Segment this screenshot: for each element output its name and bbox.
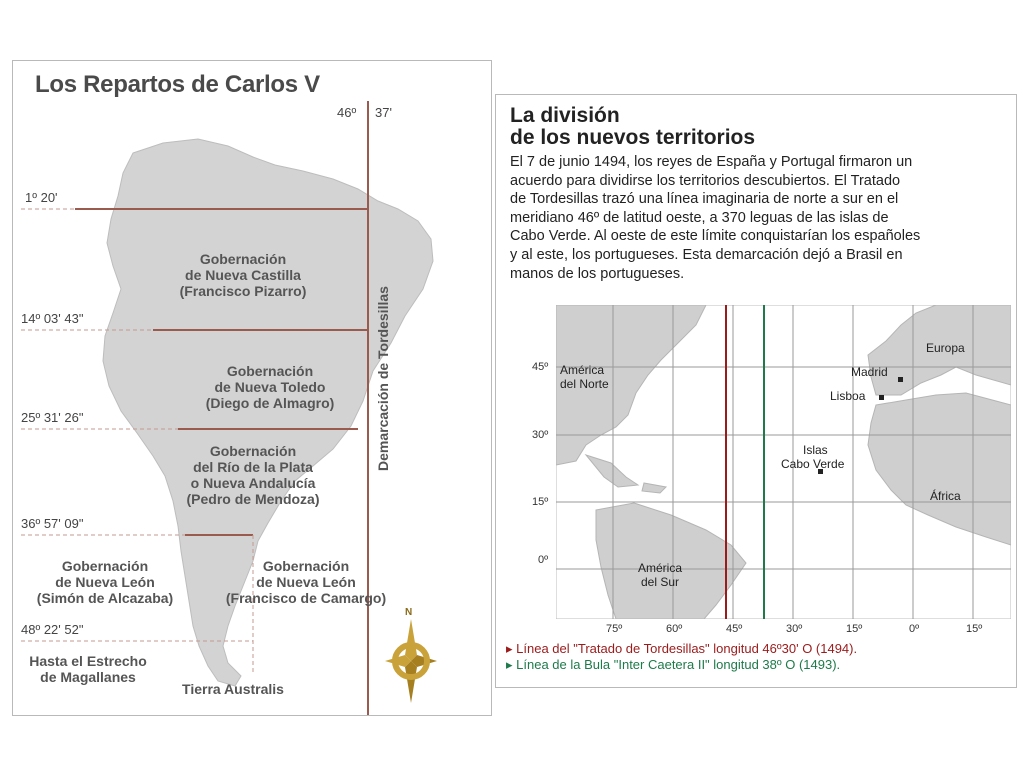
meridian-label-37: 37' <box>375 105 392 120</box>
legend-bula-arrow-icon: ▸ <box>506 657 513 672</box>
left-map-title: Los Repartos de Carlos V <box>35 71 320 98</box>
parallel-label-3: 25º 31' 26" <box>21 410 84 425</box>
label-africa: África <box>930 489 961 503</box>
label-islas: Islas <box>803 443 828 457</box>
region-nueva-castilla: Gobernación de Nueva Castilla (Francisco Pizarro) <box>179 251 307 299</box>
region-estrecho: Hasta el Estrecho de Magallanes <box>29 653 147 685</box>
legend-tordesillas-arrow-icon: ▸ <box>506 641 513 656</box>
madrid-point <box>898 377 903 382</box>
parallel-label-5: 48º 22' 52" <box>21 622 84 637</box>
lat-tick-30: 30º <box>532 429 549 441</box>
lon-tick-60: 60º <box>666 623 683 635</box>
legend-tordesillas: ▸ Línea del "Tratado de Tordesillas" longitud 46º30' O (1494). <box>506 641 858 656</box>
left-map-panel <box>12 60 492 716</box>
region-nueva-toledo: Gobernación de Nueva Toledo (Diego de Almagro) <box>205 363 335 411</box>
lon-tick-15e: 15º <box>966 623 983 635</box>
region-nueva-leon-east: Gobernación de Nueva León (Francisco de Camargo) <box>225 558 387 606</box>
lon-tick-15w: 15º <box>846 623 863 635</box>
legend-bula: ▸ Línea de la Bula "Inter Caetera II" longitud 38º O (1493). <box>506 657 841 672</box>
label-cabo-verde: Cabo Verde <box>781 457 845 471</box>
label-madrid: Madrid <box>851 365 888 379</box>
compass-north-letter: N <box>405 607 413 618</box>
region-tierra-australis: Tierra Australis <box>182 681 284 697</box>
region-nueva-leon-west: Gobernación de Nueva León (Simón de Alcazaba) <box>36 558 174 606</box>
demarcation-label: Demarcación de Tordesillas <box>375 286 391 471</box>
parallel-label-1: 1º 20' <box>25 190 58 205</box>
label-europa: Europa <box>926 341 965 355</box>
lisboa-point <box>879 395 884 400</box>
right-info-panel <box>495 94 1017 688</box>
label-america-sur: América del Sur <box>638 561 683 589</box>
lon-tick-75: 75º <box>606 623 623 635</box>
meridian-label-46: 46º <box>337 105 357 120</box>
lat-tick-0: 0º <box>538 554 549 566</box>
right-panel-body: El 7 de junio 1494, los reyes de España y Portugal firmaron un acuerdo para dividirse los territorios descubiertos. El Tratado de Tordesillas trazó una línea imaginaria de norte a sur en el meridiano 46º de latitud oeste, a 370 leguas de las islas de Cabo Verde. Al oeste de este límite conquistarían los españoles y al este, los portugueses. Esta demarcación dejó a Brasil en manos de los portugueses. <box>510 154 921 282</box>
lon-tick-30: 30º <box>786 623 803 635</box>
label-america-norte: América del Norte <box>560 363 609 391</box>
lat-tick-45: 45º <box>532 361 549 373</box>
parallel-label-2: 14º 03' 43" <box>21 311 84 326</box>
lon-tick-45: 45º <box>726 623 743 635</box>
parallel-label-4: 36º 57' 09" <box>21 516 84 531</box>
label-lisboa: Lisboa <box>830 389 866 403</box>
compass-rose <box>385 619 437 703</box>
region-rio-de-la-plata: Gobernación del Río de la Plata o Nueva Andalucía (Pedro de Mendoza) <box>186 443 320 507</box>
lat-tick-15: 15º <box>532 496 549 508</box>
right-panel-title: La división de los nuevos territorios <box>510 104 756 149</box>
lon-tick-0: 0º <box>909 623 920 635</box>
